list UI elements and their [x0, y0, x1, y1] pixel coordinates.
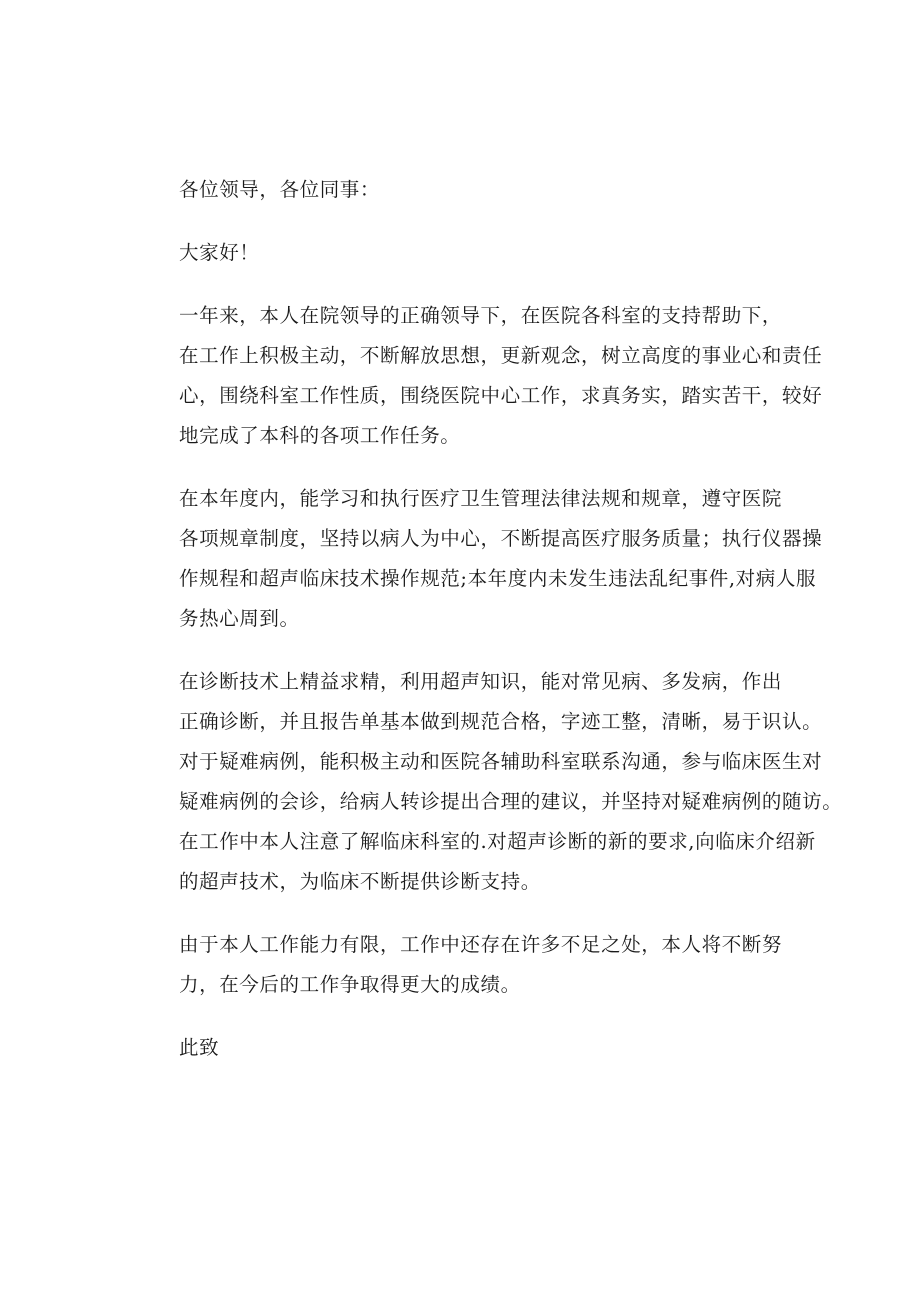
paragraph-line: 地完成了本科的各项工作任务。	[179, 424, 461, 447]
paragraph-line: 在本年度内，能学习和执行医疗卫生管理法律法规和规章，遵守医院	[179, 487, 783, 510]
paragraph-line: 力，在今后的工作争取得更大的成绩。	[179, 973, 521, 996]
greeting	[139, 233, 801, 273]
greeting-text: 大家好！	[179, 241, 260, 264]
closing	[139, 1028, 801, 1068]
closing-text: 此致	[179, 1036, 220, 1059]
paragraph-line: 各项规章制度，坚持以病人为中心，不断提高医疗服务质量；执行仪器操	[179, 527, 823, 550]
paragraph-line: 在诊断技术上精益求精，利用超声知识，能对常见病、多发病，作出	[179, 670, 783, 693]
paragraph-line: 务热心周到。	[179, 607, 300, 630]
paragraph-line: 一年来，本人在院领导的正确领导下，在医院各科室的支持帮助下，	[179, 304, 783, 327]
paragraph-line: 在工作中本人注意了解临床科室的.对超声诊断的新的要求,向临床介绍新	[179, 830, 816, 853]
paragraph-line: 对于疑难病例，能积极主动和医院各辅助科室联系沟通，参与临床医生对	[179, 750, 823, 773]
paragraph-diagnosis	[139, 662, 843, 902]
paragraph-line: 心，围绕科室工作性质，围绕医院中心工作，求真务实，踏实苦干，较好	[179, 384, 823, 407]
paragraph-conclusion	[139, 925, 801, 1005]
paragraph-line: 作规程和超声临床技术操作规范;本年度内未发生违法乱纪事件,对病人服	[179, 567, 817, 590]
paragraph-line: 疑难病例的会诊，给病人转诊提出合理的建议，并坚持对疑难病例的随访。	[179, 790, 843, 813]
paragraph-regulations	[139, 479, 823, 639]
salutation-text: 各位领导，各位同事：	[179, 178, 381, 201]
paragraph-line: 正确诊断，并且报告单基本做到规范合格，字迹工整，清晰，易于识认。	[179, 710, 823, 733]
paragraph-line: 在工作上积极主动，不断解放思想，更新观念，树立高度的事业心和责任	[179, 344, 823, 367]
paragraph-line: 由于本人工作能力有限，工作中还存在许多不足之处，本人将不断努	[179, 933, 783, 956]
document-body	[139, 170, 843, 1091]
salutation	[139, 170, 801, 210]
paragraph-line: 的超声技术，为临床不断提供诊断支持。	[179, 870, 541, 893]
paragraph-annual-summary	[139, 296, 823, 456]
